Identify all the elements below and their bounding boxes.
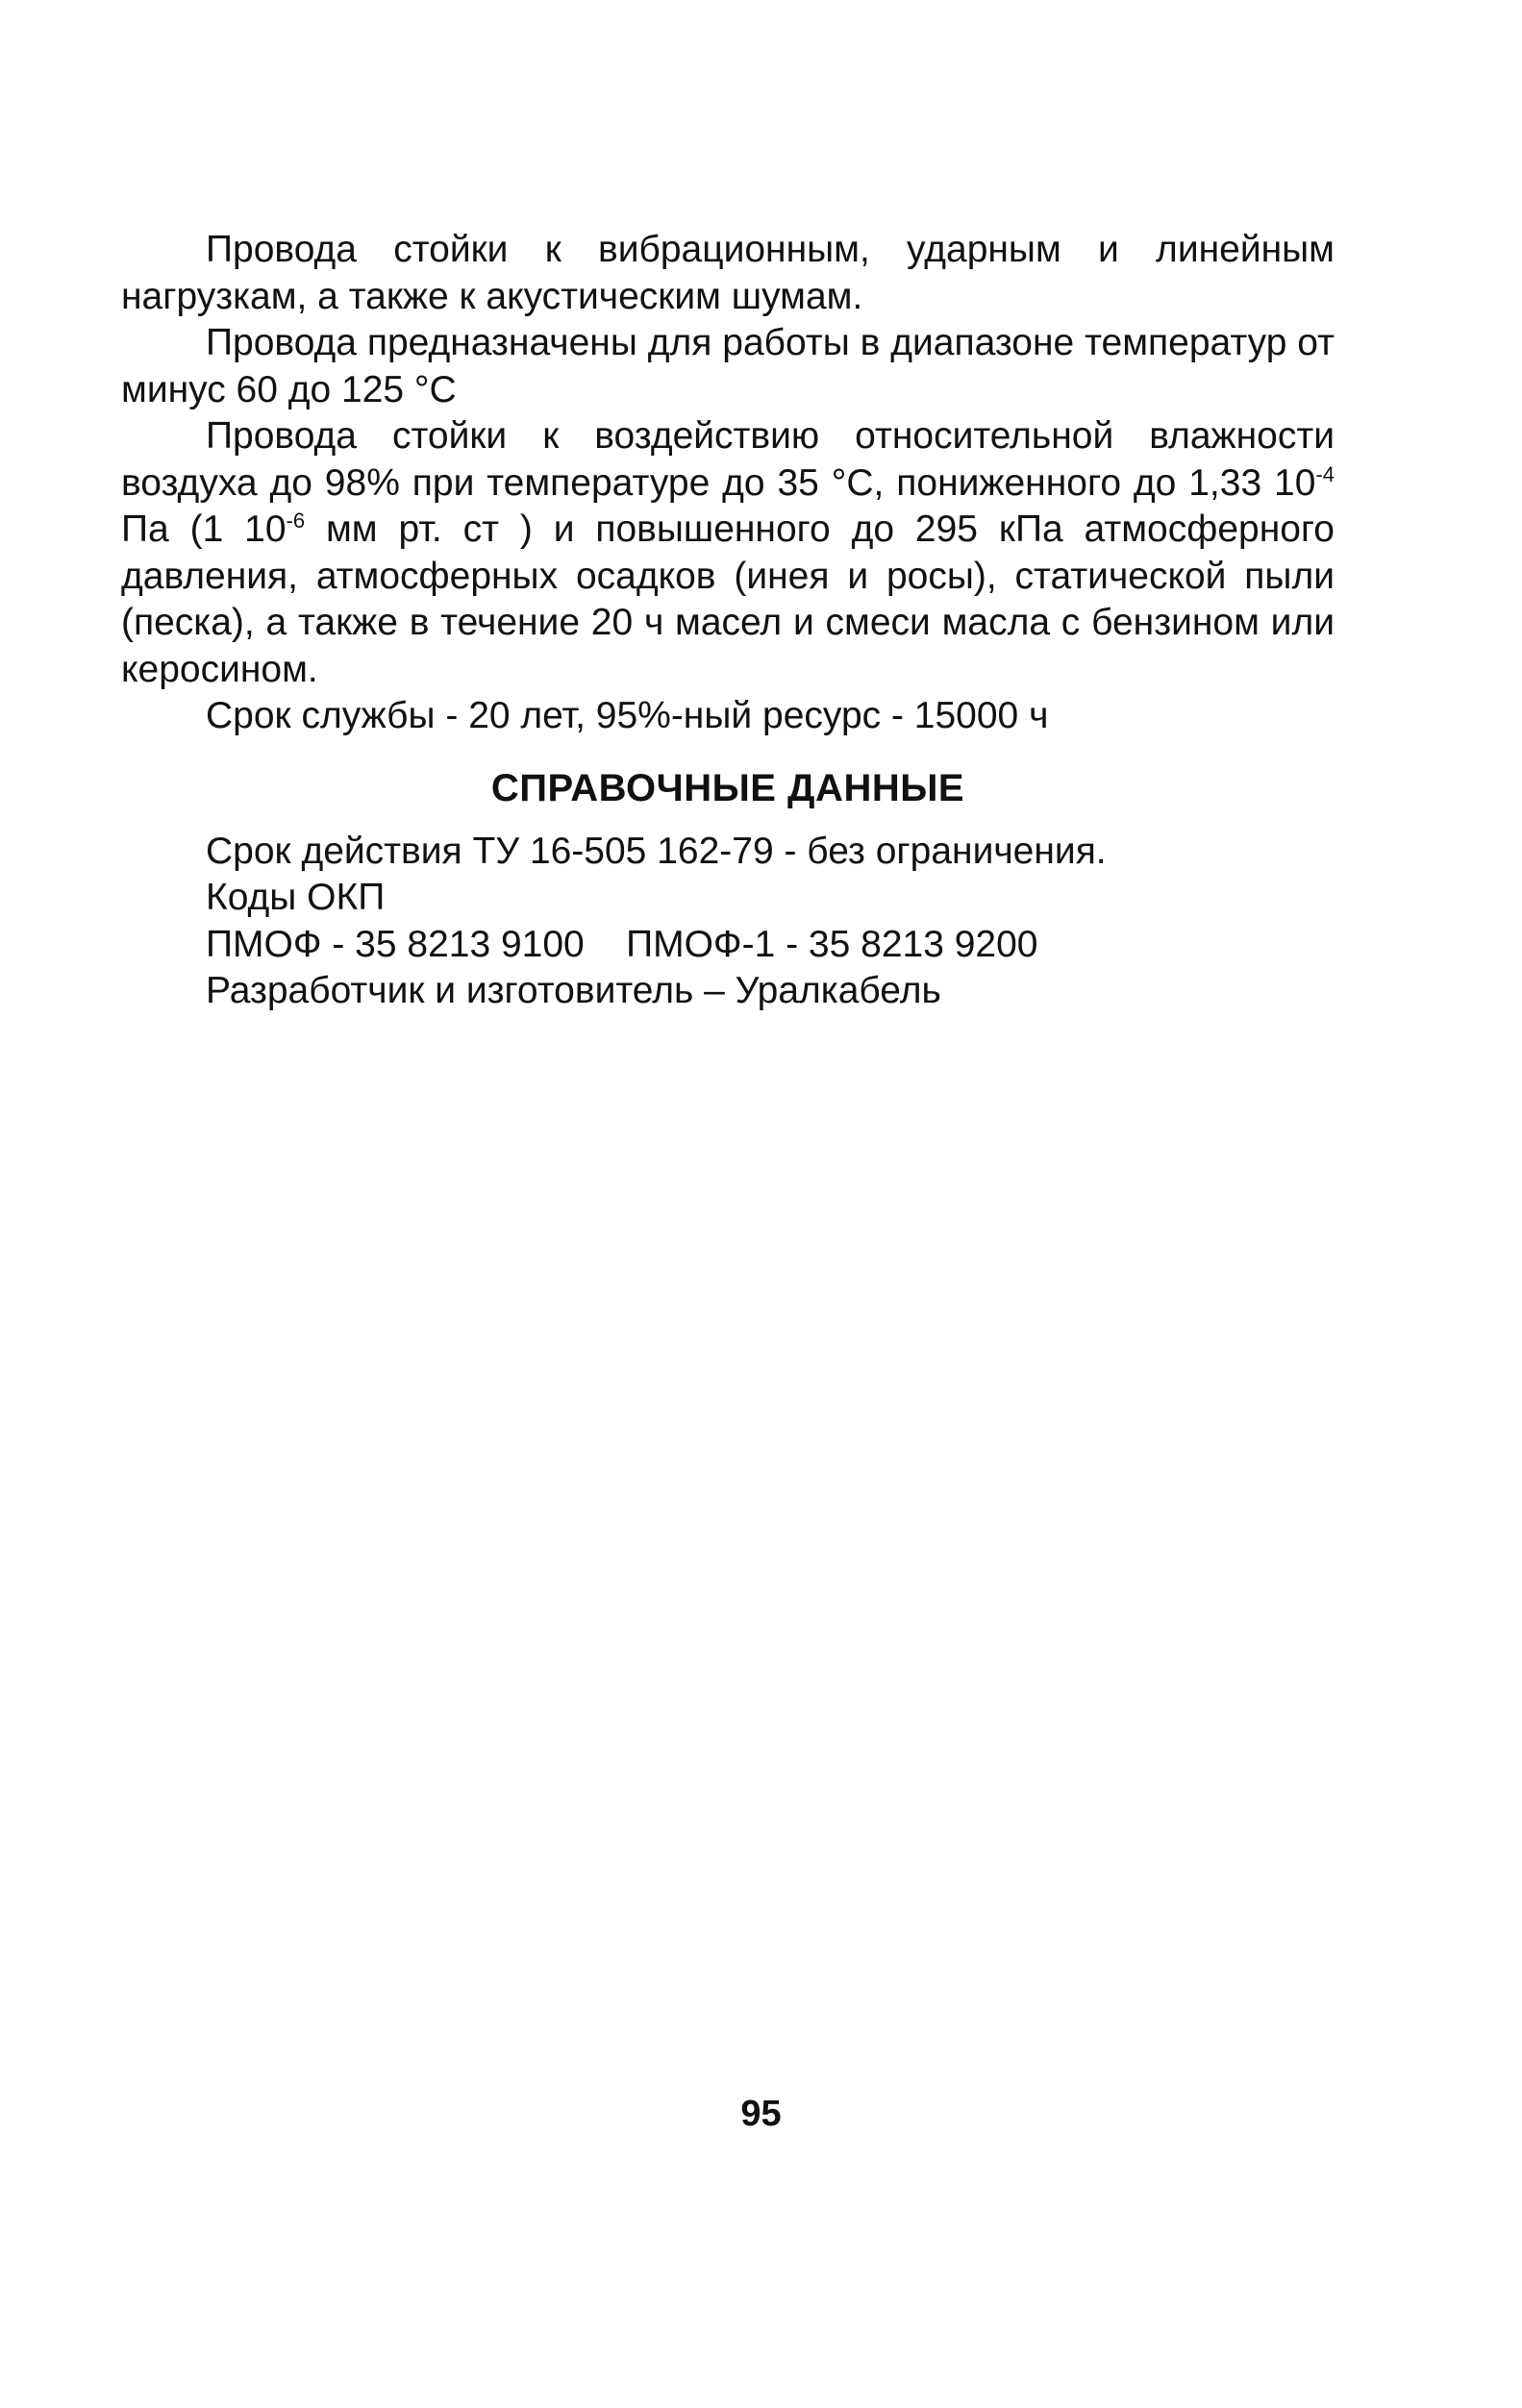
page-number: 95 — [740, 2094, 782, 2134]
manufacturer-line: Разработчик и изготовитель – Уралкабель — [206, 970, 941, 1011]
exponent-2: -6 — [286, 509, 306, 533]
humidity-text-1: Провода стойки к воздействию относительной влажности воздуха до 98% при температуре до 35 °С, пониженного до 1,33 10 — [121, 415, 1335, 504]
okp-label: Коды ОКП — [206, 877, 386, 918]
body-text — [121, 227, 1335, 1015]
humidity-text-3: мм рт. ст ) и повышенного до 295 кПа атмосферного давления, атмосферных осадков (инея и росы), статической пыли (песка), а также в течение 20 ч масел и смеси масла с бензином или керосином. — [121, 509, 1335, 690]
section-heading: СПРАВОЧНЫЕ ДАННЫЕ — [490, 766, 965, 809]
paragraph-vibration: Провода стойки к вибрационным, ударным и линейным нагрузкам, а также к акустическим шумам. — [121, 229, 1335, 317]
paragraph-humidity — [121, 413, 1335, 693]
okp-codes: ПМОФ - 35 8213 9100 ПМОФ-1 - 35 8213 9200 — [206, 923, 1038, 965]
paragraph-temperature: Провода предназначены для работы в диапазоне температур от минус 60 до 125 °С — [121, 322, 1335, 410]
paragraph-service-life: Срок службы - 20 лет, 95%-ный ресурс - 15000 ч — [206, 695, 1049, 736]
validity-line: Срок действия ТУ 16-505 162-79 - без ограничения. — [206, 830, 1107, 872]
humidity-text-2: Па (1 10 — [121, 509, 287, 550]
exponent-1: -4 — [1315, 461, 1335, 486]
